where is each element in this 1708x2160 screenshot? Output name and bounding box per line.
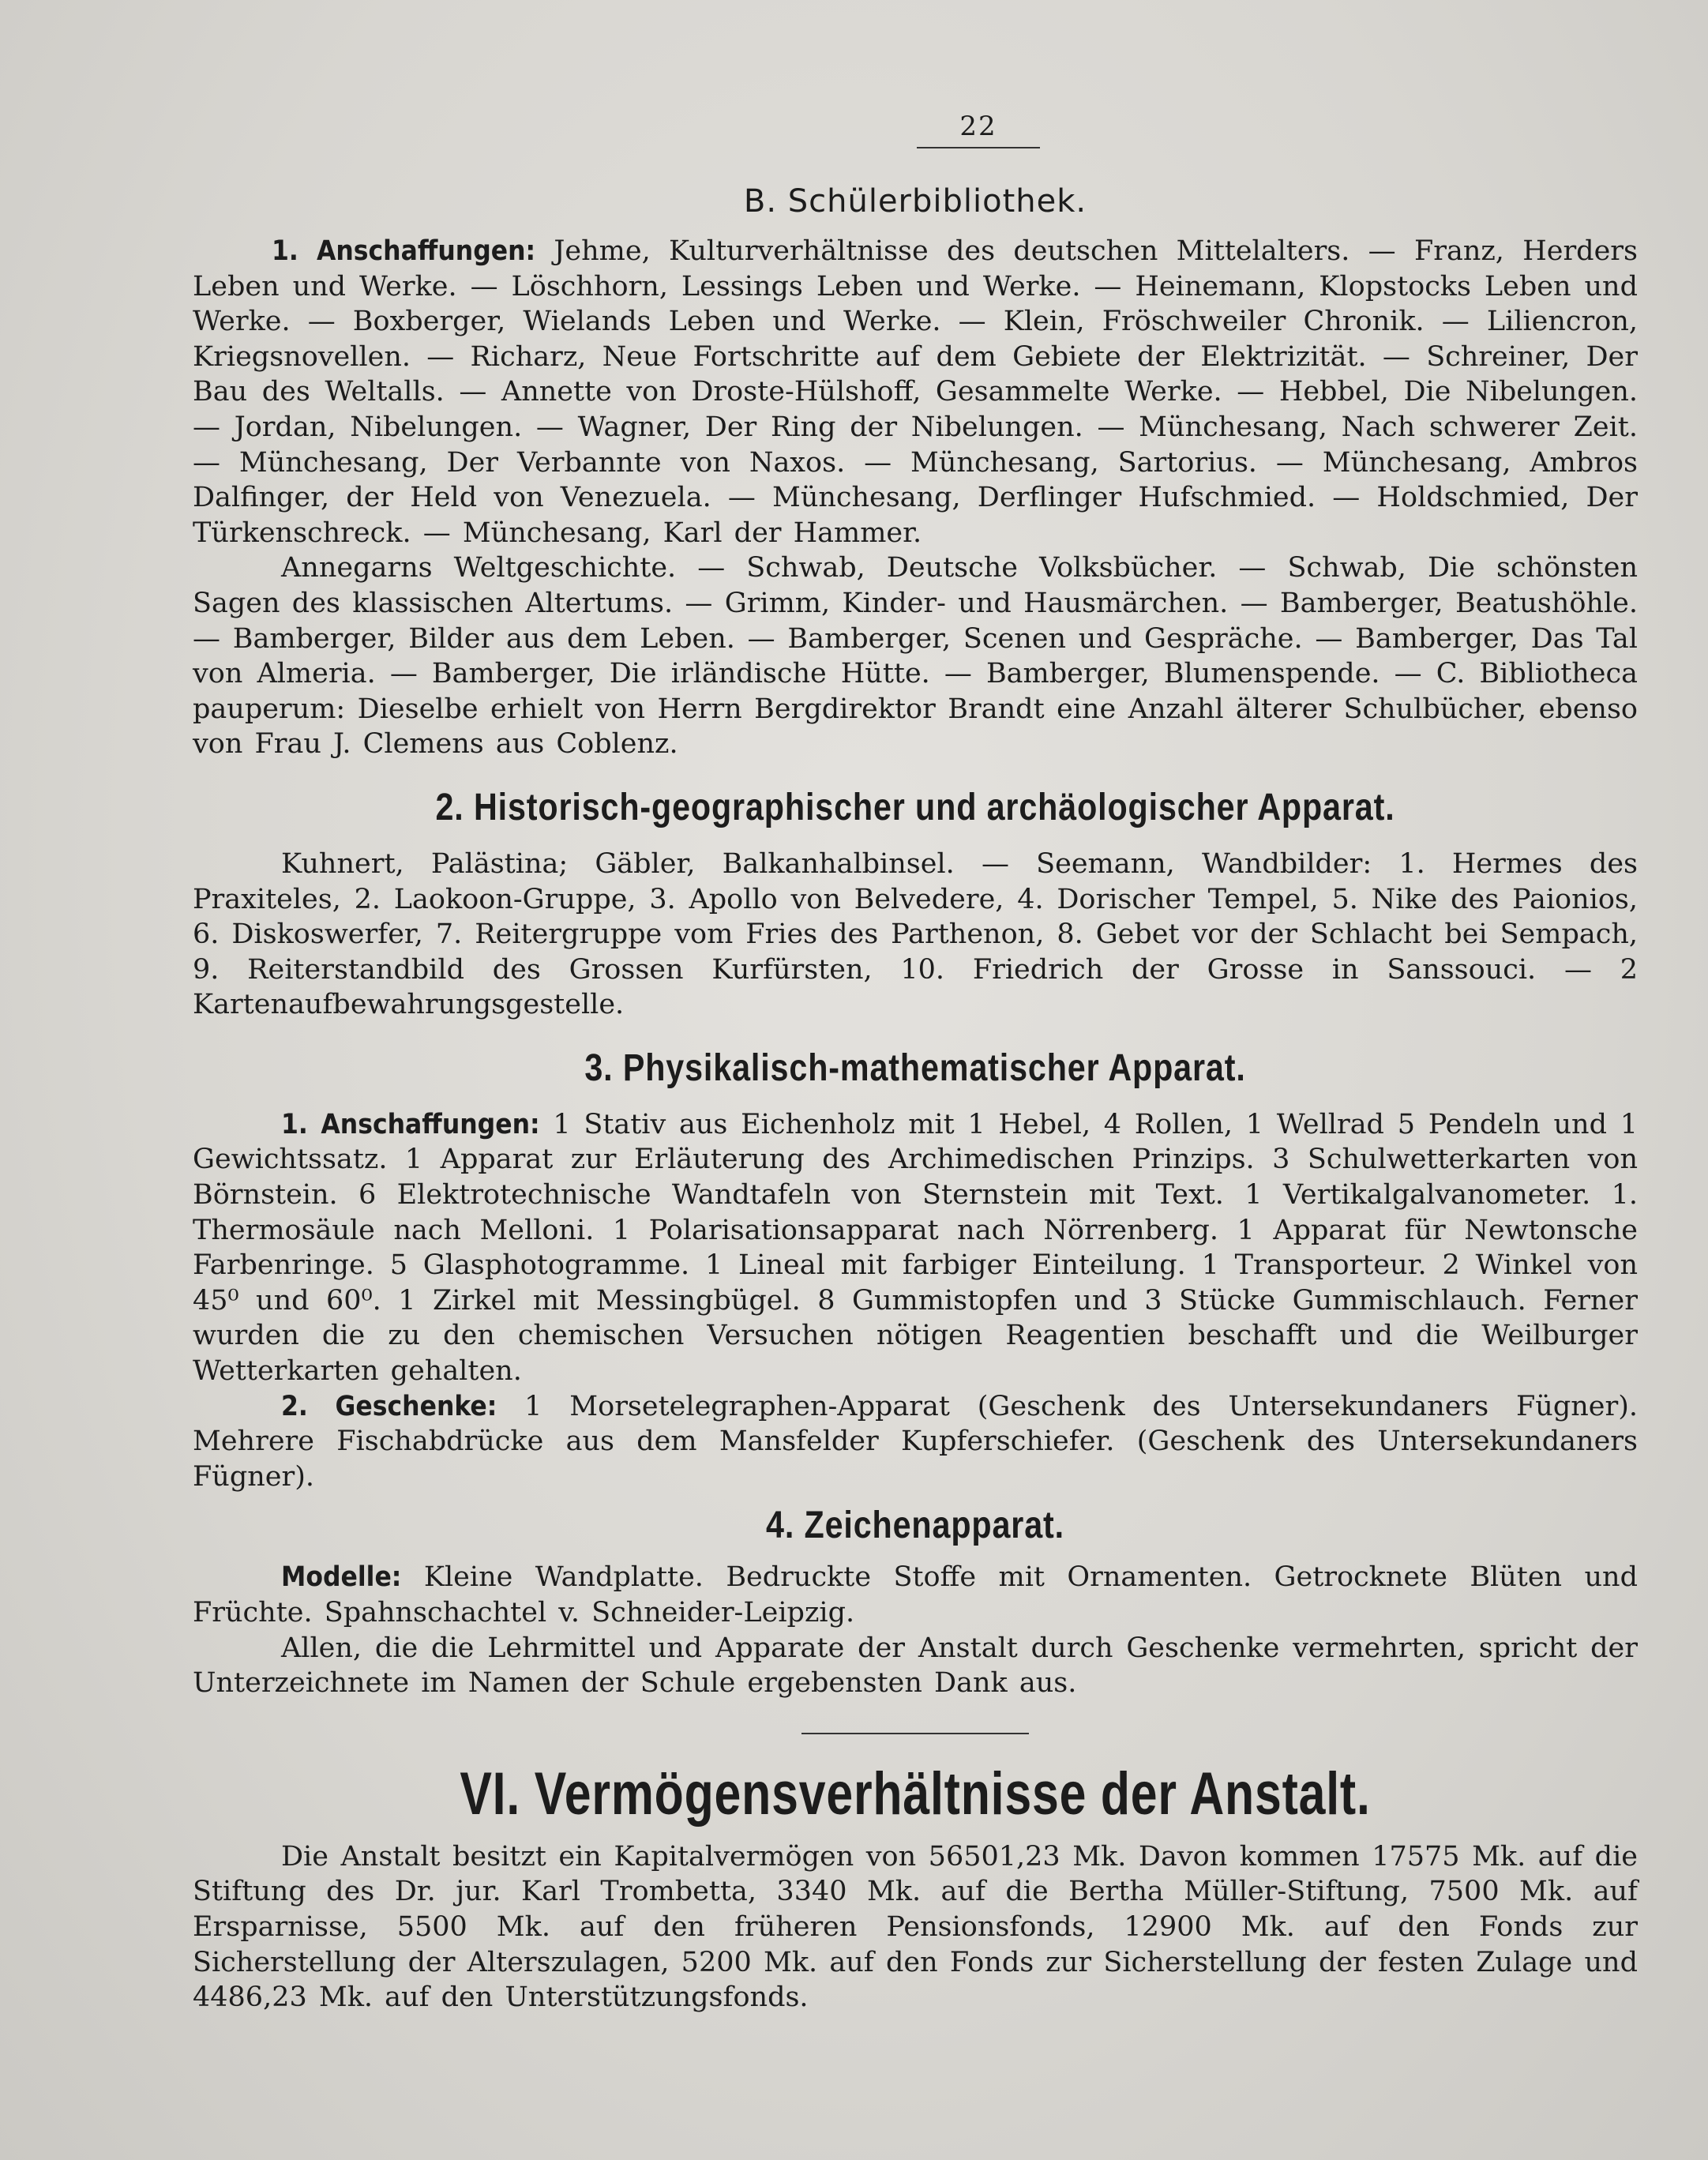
physics-acquisitions-paragraph xyxy=(193,1107,1638,1389)
physics-gifts-paragraph xyxy=(193,1389,1638,1495)
thanks-paragraph: Allen, die die Lehrmittel und Apparate der Anstalt durch Geschenke vermehrten, spricht der Unterzeichnete im Namen der Schule ergebensten Dank aus. xyxy=(193,1632,1638,1700)
section-4-heading: 4. Zeichenapparat. xyxy=(766,1504,1064,1547)
physics-gifts-label: 2. Geschenke: xyxy=(281,1390,497,1422)
library-acquisitions-label: 1. Anschaffungen: xyxy=(272,235,536,267)
library-acquisitions-text: Jehme, Kulturverhältnisse des deutschen Mittelalters. — Franz, Herders Leben und Werke. — Löschhorn, Lessings Leben und Werke. — Heinemann, Klopstocks Leben und Werke. — Boxberger, Wielands Leben und Werke. — Klein, Fröschweiler Chronik. — Liliencron, Kriegsnovellen. — Richarz, Neue Fortschritte auf dem Gebiete der Elektrizität. — Schreiner, Der Bau des Weltalls. — Annette von Droste-Hülshoff, Gesammelte Werke. — Hebbel, Die Nibelungen. — Jordan, Nibelungen. — Wagner, Der Ring der Nibelungen. — Münchesang, Nach schwerer Zeit. — Münchesang, Der Verbannte von Naxos. — Münchesang, Sartorius. — Münchesang, Ambros Dalfinger, der Held von Venezuela. — Münchesang, Derflinger Hufschmied. — Holdschmied, Der Türkenschreck. — Münchesang, Karl der Hammer. xyxy=(193,235,1638,549)
drawing-models-label: Modelle: xyxy=(281,1561,402,1594)
page-number: 22 xyxy=(959,111,997,142)
page-number-rule xyxy=(917,147,1040,148)
physics-acquisitions-text: 1 Stativ aus Eichenholz mit 1 Hebel, 4 Rollen, 1 Wellrad 5 Pendeln und 1 Gewichtssatz. 1 Apparat zur Erläuterung des Archimedischen Prinzips. 3 Schulwetterkarten von Börnstein. 6 Elektrotechnische Wandtafeln von Sternstein mit Text. 1 Vertikalgalvanometer. 1. Thermosäule nach Melloni. 1 Polarisationsapparat nach Nörrenberg. 1 Apparat für Newtonsche Farbenringe. 5 Glasphotogramme. 1 Lineal mit farbiger Einteilung. 1 Transporteur. 2 Winkel von 45⁰ und 60⁰. 1 Zirkel mit Messingbügel. 8 Gummistopfen und 3 Stücke Gummischlauch. Ferner wurden die zu den chemischen Versuchen nötigen Reagentien beschafft und die Weilburger Wetterkarten gehalten. xyxy=(193,1108,1639,1388)
library-list-paragraph: Annegarns Weltgeschichte. — Schwab, Deutsche Volksbücher. — Schwab, Die schönsten Sagen des klassischen Altertums. — Grimm, Kinder- und Hausmärchen. — Bamberger, Beatushöhle. — Bamberger, Bilder aus dem Leben. — Bamberger, Scenen und Gespräche. — Bamberger, Das Tal von Almeria. — Bamberger, Die irländische Hütte. — Bamberger, Blumenspende. — C. Bibliotheca pauperum: Dieselbe erhielt von Herrn Bergdirektor Brandt eine Anzahl älterer Schulbücher, ebenso von Frau J. Clemens aus Coblenz. xyxy=(193,552,1638,761)
drawing-models-text: Kleine Wandplatte. Bedruckte Stoffe mit Ornamenten. Getrocknete Blüten und Früchte. Spahnschachtel v. Schneider-Leipzig. xyxy=(193,1561,1638,1628)
section-6-text: Die Anstalt besitzt ein Kapitalvermögen von 56501,23 Mk. Davon kommen 17575 Mk. auf die Stiftung des Dr. jur. Karl Trombetta, 3340 Mk. auf die Bertha Müller-Stiftung, 7500 Mk. auf Ersparnisse, 5500 Mk. auf den früheren Pensionsfonds, 12900 Mk. auf den Fonds zur Sicherstellung der Alterszulagen, 5200 Mk. auf den Fonds zur Sicherstellung der festen Zulage und 4486,23 Mk. auf den Unterstützungsfonds. xyxy=(193,1840,1638,2014)
section-3-heading: 3. Physikalisch-mathematischer Apparat. xyxy=(584,1046,1246,1089)
physics-acquisitions-label: 1. Anschaffungen: xyxy=(281,1108,540,1140)
section-2-text: Kuhnert, Palästina; Gäbler, Balkanhalbinsel. — Seemann, Wandbilder: 1. Hermes des Praxiteles, 2. Laokoon-Gruppe, 3. Apollo von Belvedere, 4. Dorischer Tempel, 5. Nike des Paionios, 6. Diskoswerfer, 7. Reitergruppe vom Fries des Parthenon, 8. Gebet vor der Schlacht bei Sempach, 9. Reiterstandbild des Grossen Kurfürsten, 10. Friedrich der Grosse in Sanssouci. — 2 Kartenaufbewahrungsgestelle. xyxy=(193,847,1638,1021)
section-divider xyxy=(801,1733,1029,1734)
section-2-heading: 2. Historisch-geographischer und archäologischer Apparat. xyxy=(435,786,1395,828)
page-content xyxy=(193,111,1638,2015)
physics-gifts-text: 1 Morsetelegraphen-Apparat (Geschenk des Untersekundaners Fügner). Mehrere Fischabdrücke aus dem Mansfelder Kupferschiefer. (Geschenk des Untersekundaners Fügner). xyxy=(193,1390,1638,1493)
library-acquisitions-paragraph xyxy=(193,234,1638,550)
section-b-title: B. Schülerbibliothek. xyxy=(743,183,1087,220)
section-6-heading: VI. Vermögensverhältnisse der Anstalt. xyxy=(460,1760,1371,1828)
drawing-models-paragraph xyxy=(193,1560,1638,1630)
